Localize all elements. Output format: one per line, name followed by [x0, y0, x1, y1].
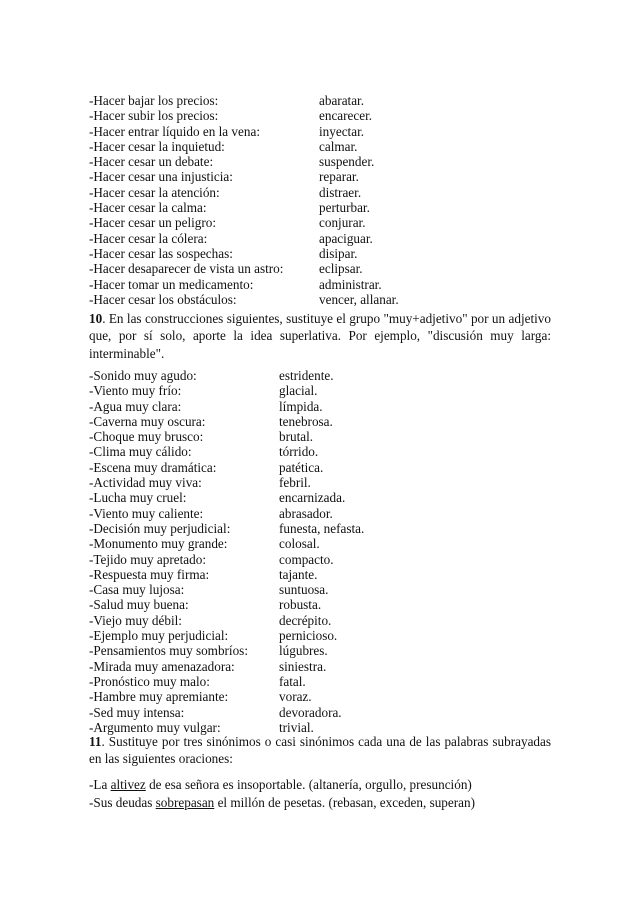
- answer-word: administrar.: [319, 276, 382, 292]
- phrase-text: -Hacer cesar los obstáculos:: [89, 291, 237, 307]
- answer-word: inyectar.: [319, 123, 365, 139]
- list-item: [89, 552, 559, 567]
- sentence: [89, 794, 559, 812]
- exercise-11-instructions: [89, 733, 551, 768]
- phrase-text: -Hacer cesar las sospechas:: [89, 245, 233, 261]
- list-item: [89, 659, 559, 674]
- list-item: [89, 414, 559, 429]
- phrase-text: -Clima muy cálido:: [89, 444, 192, 460]
- answer-word: encarecer.: [319, 108, 373, 124]
- verb-list: [89, 93, 559, 307]
- list-item: [89, 689, 559, 704]
- phrase-text: -Casa muy lujosa:: [89, 582, 185, 598]
- phrase-text: -Hacer cesar un peligro:: [89, 215, 217, 231]
- answer-word: tenebrosa.: [279, 413, 333, 429]
- list-item: [89, 475, 559, 490]
- answer-word: perturbar.: [319, 200, 370, 216]
- answer-word: apaciguar.: [319, 230, 373, 246]
- answer-word: devoradora.: [279, 704, 342, 720]
- phrase-text: -Mirada muy amenazadora:: [89, 658, 235, 674]
- phrase-text: -Viejo muy débil:: [89, 612, 182, 628]
- list-item: [89, 460, 559, 475]
- sentence: [89, 776, 559, 794]
- list-item: [89, 261, 559, 276]
- phrase-text: -Choque muy brusco:: [89, 429, 204, 445]
- list-item: [89, 399, 559, 414]
- phrase-text: -Sonido muy agudo:: [89, 368, 197, 383]
- underlined-word: altivez: [110, 777, 146, 792]
- answer-word: glacial.: [279, 383, 318, 399]
- list-item: [89, 582, 559, 597]
- answer-word: tajante.: [279, 566, 318, 582]
- list-item: [89, 567, 559, 582]
- phrase-text: -Hacer cesar la calma:: [89, 200, 207, 216]
- phrase-text: -Lucha muy cruel:: [89, 490, 187, 506]
- answer-word: compacto.: [279, 551, 334, 567]
- answer-word: suntuosa.: [279, 582, 329, 598]
- answer-word: decrépito.: [279, 612, 332, 628]
- list-item: [89, 139, 559, 154]
- answer-word: conjurar.: [319, 215, 366, 231]
- answer-word: trivial.: [279, 719, 314, 735]
- list-item: [89, 597, 559, 612]
- list-item: [89, 490, 559, 505]
- phrase-text: -Hacer cesar la cólera:: [89, 230, 208, 246]
- list-item: [89, 246, 559, 261]
- answer-word: voraz.: [279, 689, 312, 705]
- answer-word: disipar.: [319, 245, 358, 261]
- list-item: [89, 368, 559, 383]
- phrase-text: -Decisión muy perjudicial:: [89, 520, 231, 536]
- exercise-number: 10: [89, 311, 103, 326]
- underlined-word: sobrepasan: [155, 795, 215, 810]
- list-item: [89, 705, 559, 720]
- answer-word: lúgubres.: [279, 643, 328, 659]
- sentence-text: el millón de pesetas. (rebasan, exceden, superan): [214, 795, 475, 810]
- answer-word: colosal.: [279, 536, 320, 552]
- phrase-text: -Agua muy clara:: [89, 398, 182, 414]
- list-item: [89, 536, 559, 551]
- answer-word: siniestra.: [279, 658, 327, 674]
- answer-word: vencer, allanar.: [319, 291, 399, 307]
- phrase-text: -Ejemplo muy perjudicial:: [89, 628, 229, 644]
- answer-word: estridente.: [279, 368, 334, 383]
- phrase-text: -Tejido muy apretado:: [89, 551, 206, 567]
- answer-word: abrasador.: [279, 505, 333, 521]
- exercise-text: . En las construcciones siguientes, sustituye el grupo "muy+adjetivo" por un adjetivo que, por sí solo, aporte la idea superlativa. Por ejemplo, "discusión muy larga: interminable".: [89, 311, 551, 361]
- phrase-text: -Actividad muy viva:: [89, 475, 202, 491]
- sentence-text: de esa señora es insoportable. (altanería, orgullo, presunción): [145, 777, 472, 792]
- phrase-text: -Escena muy dramática:: [89, 459, 217, 475]
- list-item: [89, 628, 559, 643]
- exercise-10-instructions: [89, 310, 551, 362]
- phrase-text: -Pensamientos muy sombríos:: [89, 643, 248, 659]
- answer-word: patética.: [279, 459, 324, 475]
- list-item: [89, 613, 559, 628]
- sentence-text: -La: [89, 777, 111, 792]
- phrase-text: -Hacer tomar un medicamento:: [89, 276, 254, 292]
- list-item: [89, 674, 559, 689]
- phrase-text: -Viento muy frío:: [89, 383, 182, 399]
- phrase-text: -Respuesta muy firma:: [89, 566, 210, 582]
- phrase-text: -Hacer cesar un debate:: [89, 154, 214, 170]
- sentence-text: -Sus deudas: [89, 795, 156, 810]
- exercise-text: . Sustituye por tres sinónimos o casi sinónimos cada una de las palabras subrayadas en las siguientes oraciones:: [89, 734, 551, 767]
- list-item: [89, 521, 559, 536]
- list-item: [89, 108, 559, 123]
- phrase-text: -Viento muy caliente:: [89, 505, 204, 521]
- list-item: [89, 429, 559, 444]
- phrase-text: -Salud muy buena:: [89, 597, 189, 613]
- answer-word: encarnizada.: [279, 490, 346, 506]
- adjective-list: [89, 368, 559, 735]
- list-item: [89, 444, 559, 459]
- phrase-text: -Hambre muy apremiante:: [89, 689, 229, 705]
- answer-word: robusta.: [279, 597, 322, 613]
- answer-word: abaratar.: [319, 93, 365, 108]
- phrase-text: -Hacer entrar líquido en la vena:: [89, 123, 260, 139]
- phrase-text: -Monumento muy grande:: [89, 536, 228, 552]
- list-item: [89, 169, 559, 184]
- answer-word: febril.: [279, 475, 311, 491]
- answer-word: brutal.: [279, 429, 314, 445]
- list-item: [89, 93, 559, 108]
- list-item: [89, 154, 559, 169]
- list-item: [89, 185, 559, 200]
- phrase-text: -Pronóstico muy malo:: [89, 673, 210, 689]
- list-item: [89, 124, 559, 139]
- phrase-text: -Hacer bajar los precios:: [89, 93, 219, 108]
- answer-word: calmar.: [319, 138, 358, 154]
- phrase-text: -Caverna muy oscura:: [89, 413, 206, 429]
- phrase-text: -Hacer cesar una injusticia:: [89, 169, 233, 185]
- answer-word: tórrido.: [279, 444, 319, 460]
- answer-word: distraer.: [319, 184, 362, 200]
- answer-word: límpida.: [279, 398, 323, 414]
- example-sentences: [89, 776, 559, 812]
- list-item: [89, 506, 559, 521]
- phrase-text: -Hacer cesar la atención:: [89, 184, 220, 200]
- list-item: [89, 292, 559, 307]
- list-item: [89, 643, 559, 658]
- phrase-text: -Sed muy intensa:: [89, 704, 185, 720]
- list-item: [89, 231, 559, 246]
- answer-word: pernicioso.: [279, 628, 338, 644]
- answer-word: eclipsar.: [319, 261, 363, 277]
- exercise-number: 11: [89, 734, 102, 749]
- answer-word: suspender.: [319, 154, 375, 170]
- list-item: [89, 277, 559, 292]
- list-item: [89, 215, 559, 230]
- phrase-text: -Hacer subir los precios:: [89, 108, 219, 124]
- answer-word: funesta, nefasta.: [279, 520, 365, 536]
- list-item: [89, 200, 559, 215]
- phrase-text: -Hacer desaparecer de vista un astro:: [89, 261, 284, 277]
- phrase-text: -Argumento muy vulgar:: [89, 719, 221, 735]
- answer-word: fatal.: [279, 673, 306, 689]
- list-item: [89, 383, 559, 398]
- phrase-text: -Hacer cesar la inquietud:: [89, 138, 225, 154]
- answer-word: reparar.: [319, 169, 359, 185]
